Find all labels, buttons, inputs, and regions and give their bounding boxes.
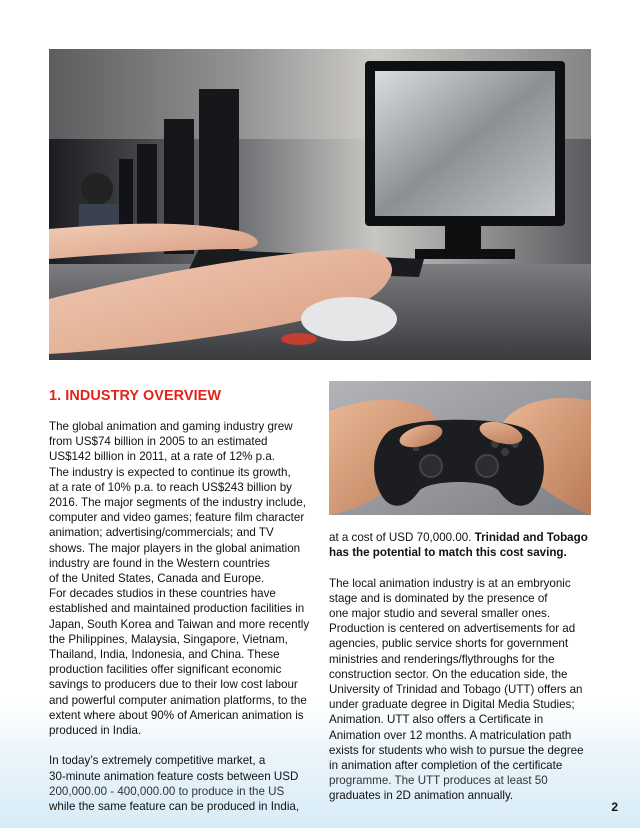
paragraph-cost-comparison xyxy=(49,753,317,814)
gaming-lab-illustration xyxy=(49,49,591,360)
local-industry-line-graduates: graduates in 2D animation annually. xyxy=(329,789,514,803)
paragraph-industry-growth: The global animation and gaming industry grew from US$74 billion in 2005 to an estimated US$142 billion in 2011, at a rate of 12% p.a. The industry is expected to continue its growth, at a rate of 10% p.a. to reach US$243 billion by 2016. The major segments of the industry include, computer and video games; feature film character animation; advertising/commercials; and TV shows. The major players in the global animation industry are found in the Western countries of the United States, Canada and Europe. For decades studios in these countries have established and maintained production facilities in Japan, South Korea and Taiwan and more recently the Philippines, Malaysia, Singapore, Vietnam, Thailand, India, Indonesia, and China. These production facilities offer significant economic savings to producers due to their low cost labour and powerful computer animation platforms, to the extent where about 90% of American animation is produced in India. xyxy=(49,420,310,738)
paragraph-cost-line2: 30-minute animation feature costs between USD xyxy=(49,769,299,783)
local-industry-line-programme: programme. The UTT produces at least 50 xyxy=(329,774,548,788)
local-industry-text: The local animation industry is at an embryonic stage and is dominated by the presence of one major studio and several smaller ones. Production is centered on advertisements for ad agencies, public service shorts for government ministries and renderings/flythroughs for the construction sector. On the education side, the University of Trinidad and Tobago (UTT) offers an under graduate degree in Digital Media Studies; Animation. UTT also offers a Certificate in Animation over 12 months. A matriculation path exists for students who wish to pursue the degree in animation after completion of the certificate xyxy=(329,576,584,773)
left-column xyxy=(49,419,317,814)
section-heading: 1. INDUSTRY OVERVIEW xyxy=(49,388,222,404)
game-controller-photo xyxy=(329,381,591,515)
paragraph-local-industry xyxy=(329,576,591,804)
gaming-lab-photo xyxy=(49,49,591,360)
page-number: 2 xyxy=(611,800,618,814)
right-column xyxy=(329,530,591,804)
cost-saving-emphasis: Trinidad and Tobago has the potential to match this cost saving. xyxy=(329,531,588,560)
game-controller-illustration xyxy=(329,381,591,515)
paragraph-cost-line1: In today’s extremely competitive market, a xyxy=(49,754,266,768)
paragraph-cost-line3: 200,000.00 - 400,000.00 to produce in the US xyxy=(49,784,285,798)
paragraph-cost-saving xyxy=(329,530,591,560)
cost-saving-text: at a cost of USD 70,000.00. xyxy=(329,531,475,544)
paragraph-cost-line4: while the same feature can be produced in India, xyxy=(49,800,300,814)
